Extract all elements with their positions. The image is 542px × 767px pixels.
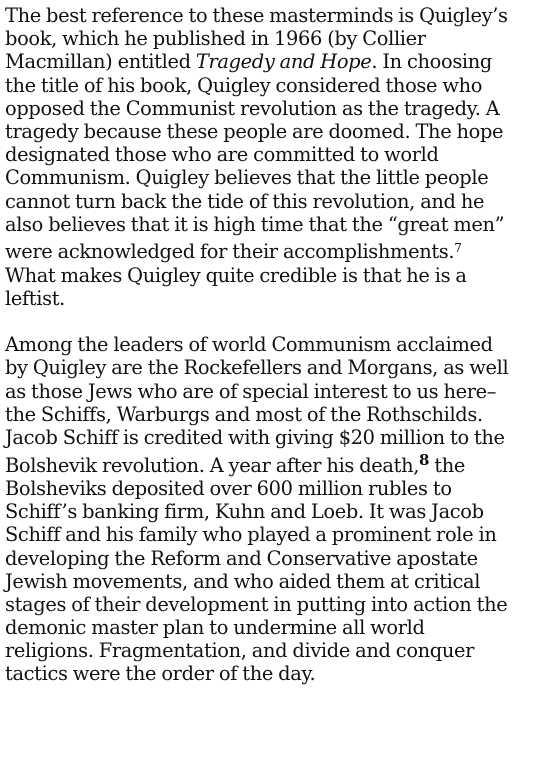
text: developing the Reform and Conservative apostate [5,546,478,570]
text: religions. Fragmentation, and divide and conquer [5,639,475,663]
text-line [5,333,539,356]
text: Jewish movements, and who aided them at critical [5,569,481,593]
text-line [5,4,539,27]
text-line [5,662,539,685]
text-line [5,97,539,120]
text-line [5,236,539,264]
book-title: Tragedy and Hope [195,50,372,74]
footnote-ref: 8 [419,450,430,469]
text: Bolshevik revolution. A year after his death, [5,453,420,477]
text-line [5,426,539,449]
text-line [5,264,539,287]
text: book, which he published in 1966 (by Collier [5,27,426,51]
text-line [5,380,539,403]
text: stages of their development in putting into action the [5,592,508,616]
text: Bolsheviks deposited over 600 million rubles to [5,476,452,500]
text: The best reference to these masterminds is Quigley’s [5,4,508,27]
text: leftist. [5,286,65,310]
text-line [5,639,539,662]
paragraph [5,333,539,685]
text: the title of his book, Quigley considered those who [5,73,483,97]
text: Communism. Quigley believes that the little people [5,166,489,190]
text: cannot turn back the tide of this revolution, and he [5,189,485,213]
text-line [5,213,539,236]
text-line [5,523,539,546]
text: also believes that it is high time that the “great men” [5,212,505,236]
text-line [5,593,539,616]
text-line [5,50,539,73]
text-line [5,27,539,50]
text: were acknowledged for their accomplishments. [5,240,455,264]
text: Macmillan) entitled [5,50,196,74]
text-line [5,120,539,143]
footnote-ref: 7 [454,241,462,256]
text: designated those who are committed to world [5,143,439,167]
text: Jacob Schiff is credited with giving $20 million to the [5,425,505,449]
text: tactics were the order of the day. [5,662,316,686]
text: opposed the Communist revolution as the tragedy. A [5,96,500,120]
text: Schiff and his family who played a prominent role in [5,523,497,547]
text-line [5,287,539,310]
text-line [5,74,539,97]
text: as those Jews who are of special interest to us here– [5,379,497,403]
text: the [429,453,466,477]
text-line [5,616,539,639]
text: tragedy because these people are doomed. The hope [5,119,504,143]
text: Schiff’s banking firm, Kuhn and Loeb. It was Jacob [5,500,484,524]
text-line [5,190,539,213]
text: . In choosing [371,50,492,74]
text-line [5,166,539,189]
text: demonic master plan to undermine all world [5,616,425,640]
text-line [5,547,539,570]
paragraph [5,4,539,310]
text: by Quigley are the Rockefellers and Morgans, as well [5,356,509,380]
text-line [5,403,539,426]
text: What makes Quigley quite credible is that he is a [5,263,467,287]
document-page [5,4,539,686]
text-line [5,477,539,500]
paragraph-gap [5,310,539,333]
text: Among the leaders of world Communism acclaimed [5,333,493,357]
text-line [5,143,539,166]
text: the Schiffs, Warburgs and most of the Rothschilds. [5,402,483,426]
text-line [5,500,539,523]
text-line [5,570,539,593]
text-line [5,356,539,379]
text-line [5,449,539,477]
